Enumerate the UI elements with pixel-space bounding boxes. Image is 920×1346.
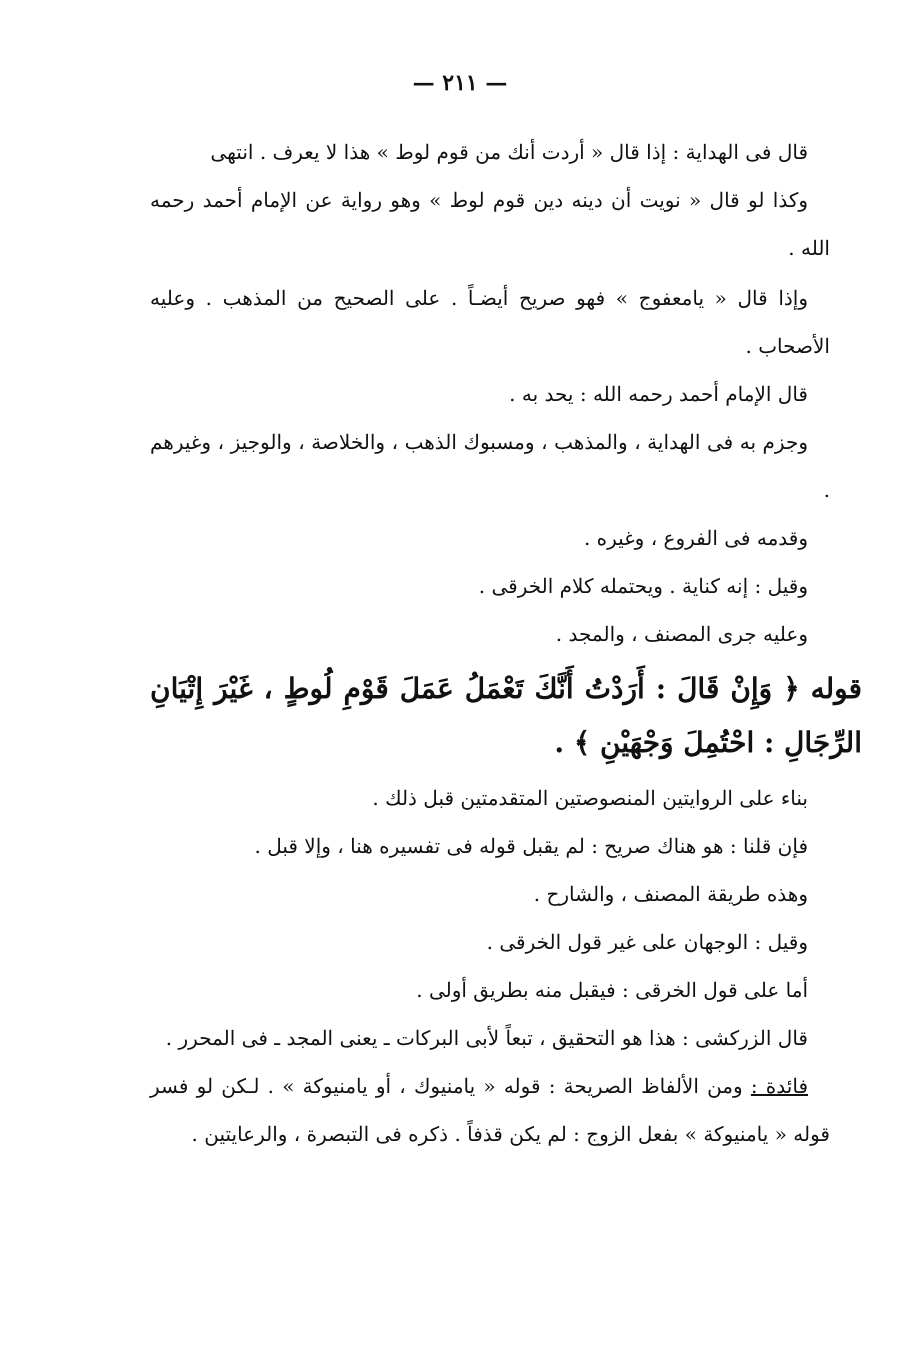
paragraph: فإن قلنا : هو هناك صريح : لم يقبل قوله فى تفسيره هنا ، وإلا قبل . (254, 834, 808, 858)
note-body: ومن الألفاظ الصريحة : قوله « يامنيوك ، أو يامنيوكة » . لـكن لو فسر قوله « يامنيوكة » بفعل الزوج : لم يكن قذفاً . ذكره فى التبصرة ، والرعايتين . (150, 1074, 830, 1146)
quote-lead: قوله (810, 672, 863, 705)
paragraph: وقيل : الوجهان على غير قول الخرقى . (486, 930, 808, 954)
paragraph: وقيل : إنه كناية . ويحتمله كلام الخرقى . (478, 574, 808, 598)
quote-body: ﴿ وَإِنْ قَالَ : أَرَدْتُ أَنَّكَ تَعْمَلُ عَمَلَ قَوْمِ لُوطٍ ، غَيْرَ إِتْيَانِ الرِّجَالِ : احْتُمِلَ وَجْهَيْنِ ﴾ . (150, 672, 862, 759)
paragraph: وعليه جرى المصنف ، والمجد . (555, 622, 808, 646)
paragraph: قال الإمام أحمد رحمه الله : يحد به . (509, 382, 808, 406)
paragraph: وهذه طريقة المصنف ، والشارح . (533, 882, 808, 906)
paragraph: وقدمه فى الفروع ، وغيره . (583, 526, 808, 550)
note-paragraph (150, 1062, 830, 1158)
paragraph: قال الزركشى : هذا هو التحقيق ، تبعاً لأبى البركات ـ يعنى المجد ـ فى المحرر . (165, 1026, 808, 1050)
quoted-text-block (150, 662, 862, 770)
paragraph: وإذا قال « يامعفوج » فهو صريح أيضـاً . على الصحيح من المذهب . وعليه الأصحاب . (150, 286, 830, 358)
paragraph: وجزم به فى الهداية ، والمذهب ، ومسبوك الذهب ، والخلاصة ، والوجيز ، وغيرهم . (150, 430, 830, 502)
note-lead: فائدة : (750, 1074, 809, 1098)
paragraph: بناء على الروايتين المنصوصتين المتقدمتين قبل ذلك . (372, 786, 808, 810)
body-text (150, 128, 863, 1158)
paragraph: أما على قول الخرقى : فيقبل منه بطريق أولى . (416, 978, 808, 1002)
page-number: — ٢١١ — (412, 70, 508, 96)
paragraph: وكذا لو قال « نويت أن دينه دين قوم لوط » وهو رواية عن الإمام أحمد رحمه الله . (150, 188, 830, 260)
quoted-text (150, 662, 862, 770)
paragraph: قال فى الهداية : إذا قال « أردت أنك من قوم لوط » هذا لا يعرف . انتهى (210, 140, 808, 164)
